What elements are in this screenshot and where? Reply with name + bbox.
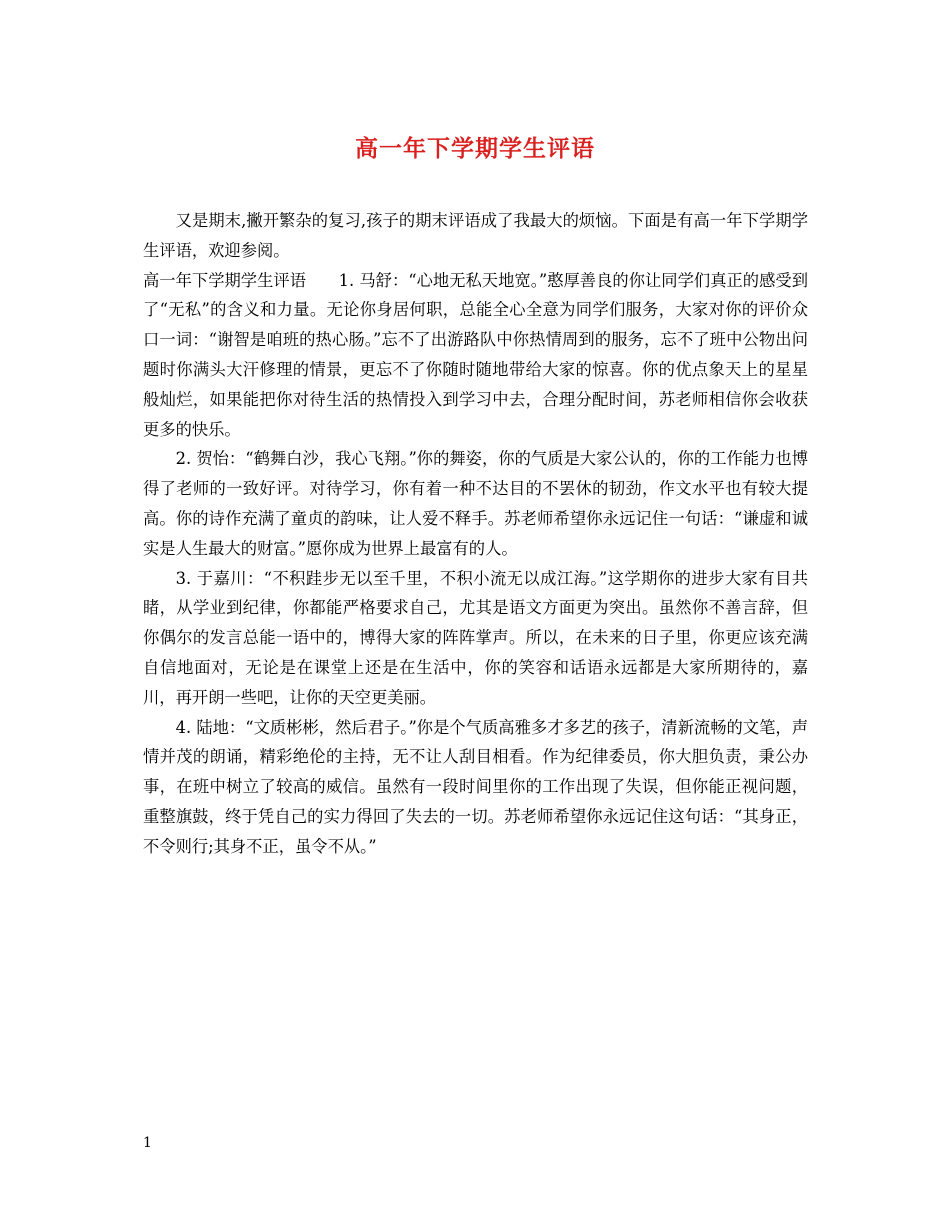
paragraph-comment-3: 3. 于嘉川：“不积跬步无以至千里，不积小流无以成江海。”这学期你的进步大家有目共睹，从学业到纪律，你都能严格要求自己，尤其是语文方面更为突出。虽然你不善言辞，但你偶尔的发言总能一语中的，博得大家的阵阵掌声。所以，在未来的日子里，你更应该充满自信地面对，无论是在课堂上还是在生活中，你的笑容和话语永远都是大家所期待的，嘉川，再开朗一些吧，让你的天空更美丽。	[143, 568, 808, 707]
paragraph-comment-1: 高一年下学期学生评语 1. 马舒：“心地无私天地宽。”憨厚善良的你让同学们真正的感受到了“无私”的含义和力量。无论你身居何职，总能全心全意为同学们服务，大家对你的评价众口一词：“谢智是咱班的热心肠。”忘不了出游路队中你热情周到的服务，忘不了班中公物出问题时你满头大汗修理的情景，更忘不了你随时随地带给大家的惊喜。你的优点象天上的星星般灿烂，如果能把你对待生活的热情投入到学习中去，合理分配时间，苏老师相信你会收获更多的快乐。	[143, 270, 808, 439]
paragraph-comment-4: 4. 陆地：“文质彬彬，然后君子。”你是个气质高雅多才多艺的孩子，清新流畅的文笔，声情并茂的朗诵，精彩绝伦的主持，无不让人刮目相看。作为纪律委员，你大胆负责，秉公办事，在班中树立了较高的威信。虽然有一段时间里你的工作出现了失误，但你能正视问题，重整旗鼓，终于凭自己的实力得回了失去的一切。苏老师希望你永远记住这句话：“其身正，不令则行;其身不正，虽令不从。”	[143, 717, 808, 856]
document-body	[143, 206, 808, 862]
paragraph-intro: 又是期末,撇开繁杂的复习,孩子的期末评语成了我最大的烦恼。下面是有高一年下学期学生评语，欢迎参阅。	[143, 211, 808, 260]
page-number: 1	[143, 1135, 152, 1151]
paragraph-comment-2: 2. 贺怡：“鹤舞白沙，我心飞翔。”你的舞姿，你的气质是大家公认的，你的工作能力也博得了老师的一致好评。对待学习，你有着一种不达目的不罢休的韧劲，作文水平也有较大提高。你的诗作充满了童贞的韵味，让人爱不释手。苏老师希望你永远记住一句话：“谦虚和诚实是人生最大的财富。”愿你成为世界上最富有的人。	[143, 449, 808, 558]
document-title: 高一年下学期学生评语	[355, 135, 595, 162]
